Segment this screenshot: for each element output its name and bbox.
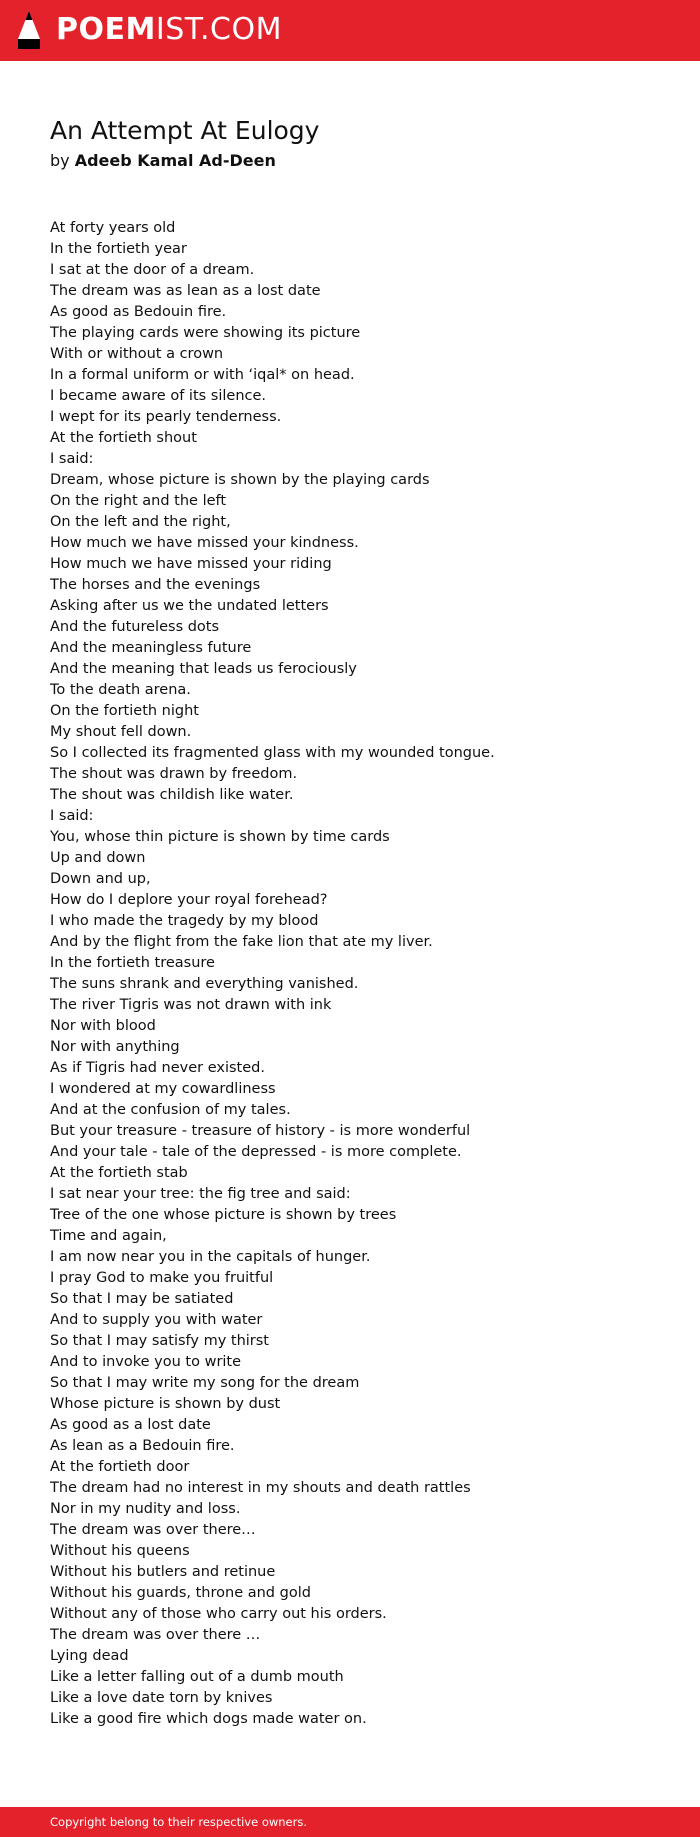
poem-line: The dream had no interest in my shouts and death rattles [50, 1480, 471, 1496]
site-footer [0, 1807, 700, 1837]
site-logo[interactable] [16, 9, 282, 51]
poem-line: As lean as a Bedouin fire. [50, 1438, 235, 1454]
poem-line: Nor in my nudity and loss. [50, 1501, 241, 1517]
poem-line: I pray God to make you fruitful [50, 1270, 274, 1286]
poem-line: I said: [50, 808, 94, 824]
poem-line: The shout was drawn by freedom. [50, 766, 298, 782]
poem-line: Without his guards, throne and gold [50, 1585, 311, 1601]
poem-line: And your tale - tale of the depressed - is more complete. [50, 1144, 462, 1160]
poem-line: At the fortieth shout [50, 430, 197, 446]
poem-line: And by the flight from the fake lion that ate my liver. [50, 934, 433, 950]
poem-line: To the death arena. [50, 682, 191, 698]
poem-line: How much we have missed your riding [50, 556, 332, 572]
poem-line: I sat near your tree: the fig tree and said: [50, 1186, 351, 1202]
poem-line: The dream was over there… [50, 1522, 256, 1538]
poem-line: On the right and the left [50, 493, 227, 509]
poem-line: As if Tigris had never existed. [50, 1060, 265, 1076]
poem-line: Up and down [50, 850, 146, 866]
poem-line: The river Tigris was not drawn with ink [50, 997, 332, 1013]
poem-line: In a formal uniform or with ‘iqal* on head. [50, 367, 355, 383]
poem-line: How do I deplore your royal forehead? [50, 892, 328, 908]
poem-line: On the fortieth night [50, 703, 199, 719]
poem-line: I said: [50, 451, 94, 467]
poem-byline [50, 148, 650, 174]
poem-line: I sat at the door of a dream. [50, 262, 255, 278]
poem-line: The horses and the evenings [50, 577, 261, 593]
brand-wordmark: POEMIST.COM [56, 12, 282, 47]
poem-line: I wondered at my cowardliness [50, 1081, 276, 1097]
poem-body [50, 218, 670, 1730]
poem-line: You, whose thin picture is shown by time cards [50, 829, 390, 845]
poem-line: The shout was childish like water. [50, 787, 294, 803]
pencil-icon [16, 9, 42, 51]
poem-line: Dream, whose picture is shown by the playing cards [50, 472, 430, 488]
poem-line: I who made the tragedy by my blood [50, 913, 319, 929]
poem-line: On the left and the right, [50, 514, 231, 530]
poem-line: And the meaningless future [50, 640, 252, 656]
poem-line: At the fortieth door [50, 1459, 190, 1475]
poem-line: Like a letter falling out of a dumb mouth [50, 1669, 344, 1685]
poem-line: At forty years old [50, 220, 176, 236]
poem-line: I wept for its pearly tenderness. [50, 409, 282, 425]
poem-line: I became aware of its silence. [50, 388, 267, 404]
poem-line: Like a love date torn by knives [50, 1690, 273, 1706]
poem-line: In the fortieth year [50, 241, 187, 257]
poem-line: So I collected its fragmented glass with my wounded tongue. [50, 745, 495, 761]
poem-line: As good as Bedouin fire. [50, 304, 227, 320]
poem-line: But your treasure - treasure of history - is more wonderful [50, 1123, 471, 1139]
by-label: by [50, 151, 70, 170]
copyright-text: Copyright belong to their respective owners. [50, 1815, 308, 1829]
poem-line: So that I may satisfy my thirst [50, 1333, 269, 1349]
poem-line: And to invoke you to write [50, 1354, 242, 1370]
poem-line: So that I may write my song for the dream [50, 1375, 360, 1391]
poem-line: Without his butlers and retinue [50, 1564, 276, 1580]
poem-line: I am now near you in the capitals of hunger. [50, 1249, 371, 1265]
poem-line: And the futureless dots [50, 619, 220, 635]
poem-line: And the meaning that leads us ferociously [50, 661, 357, 677]
poem-line: How much we have missed your kindness. [50, 535, 359, 551]
poem-line: The dream was as lean as a lost date [50, 283, 321, 299]
poem-line: The dream was over there … [50, 1627, 261, 1643]
poem-line: Without any of those who carry out his orders. [50, 1606, 387, 1622]
poem-line: Nor with blood [50, 1018, 156, 1034]
poem-line: Like a good fire which dogs made water on. [50, 1711, 367, 1727]
poem-line: Down and up, [50, 871, 151, 887]
poem-line: So that I may be satiated [50, 1291, 234, 1307]
site-header [0, 0, 700, 61]
poem-author[interactable]: Adeeb Kamal Ad-Deen [74, 151, 276, 170]
poem-line: Whose picture is shown by dust [50, 1396, 281, 1412]
poem-line: In the fortieth treasure [50, 955, 215, 971]
poem-line: With or without a crown [50, 346, 224, 362]
poem-line: As good as a lost date [50, 1417, 211, 1433]
poem-title: An Attempt At Eulogy [50, 116, 320, 145]
poem-line: Nor with anything [50, 1039, 180, 1055]
poem-line: Without his queens [50, 1543, 190, 1559]
poem-line: Lying dead [50, 1648, 129, 1664]
poem-line: Asking after us we the undated letters [50, 598, 329, 614]
poem-header [50, 112, 650, 174]
poem-line: Time and again, [50, 1228, 167, 1244]
poem-line: And to supply you with water [50, 1312, 263, 1328]
poem-line: The playing cards were showing its picture [50, 325, 361, 341]
poem-line: And at the confusion of my tales. [50, 1102, 291, 1118]
poem-line: My shout fell down. [50, 724, 192, 740]
poem-line: The suns shrank and everything vanished. [50, 976, 359, 992]
poem-line: Tree of the one whose picture is shown by trees [50, 1207, 397, 1223]
poem-line: At the fortieth stab [50, 1165, 188, 1181]
